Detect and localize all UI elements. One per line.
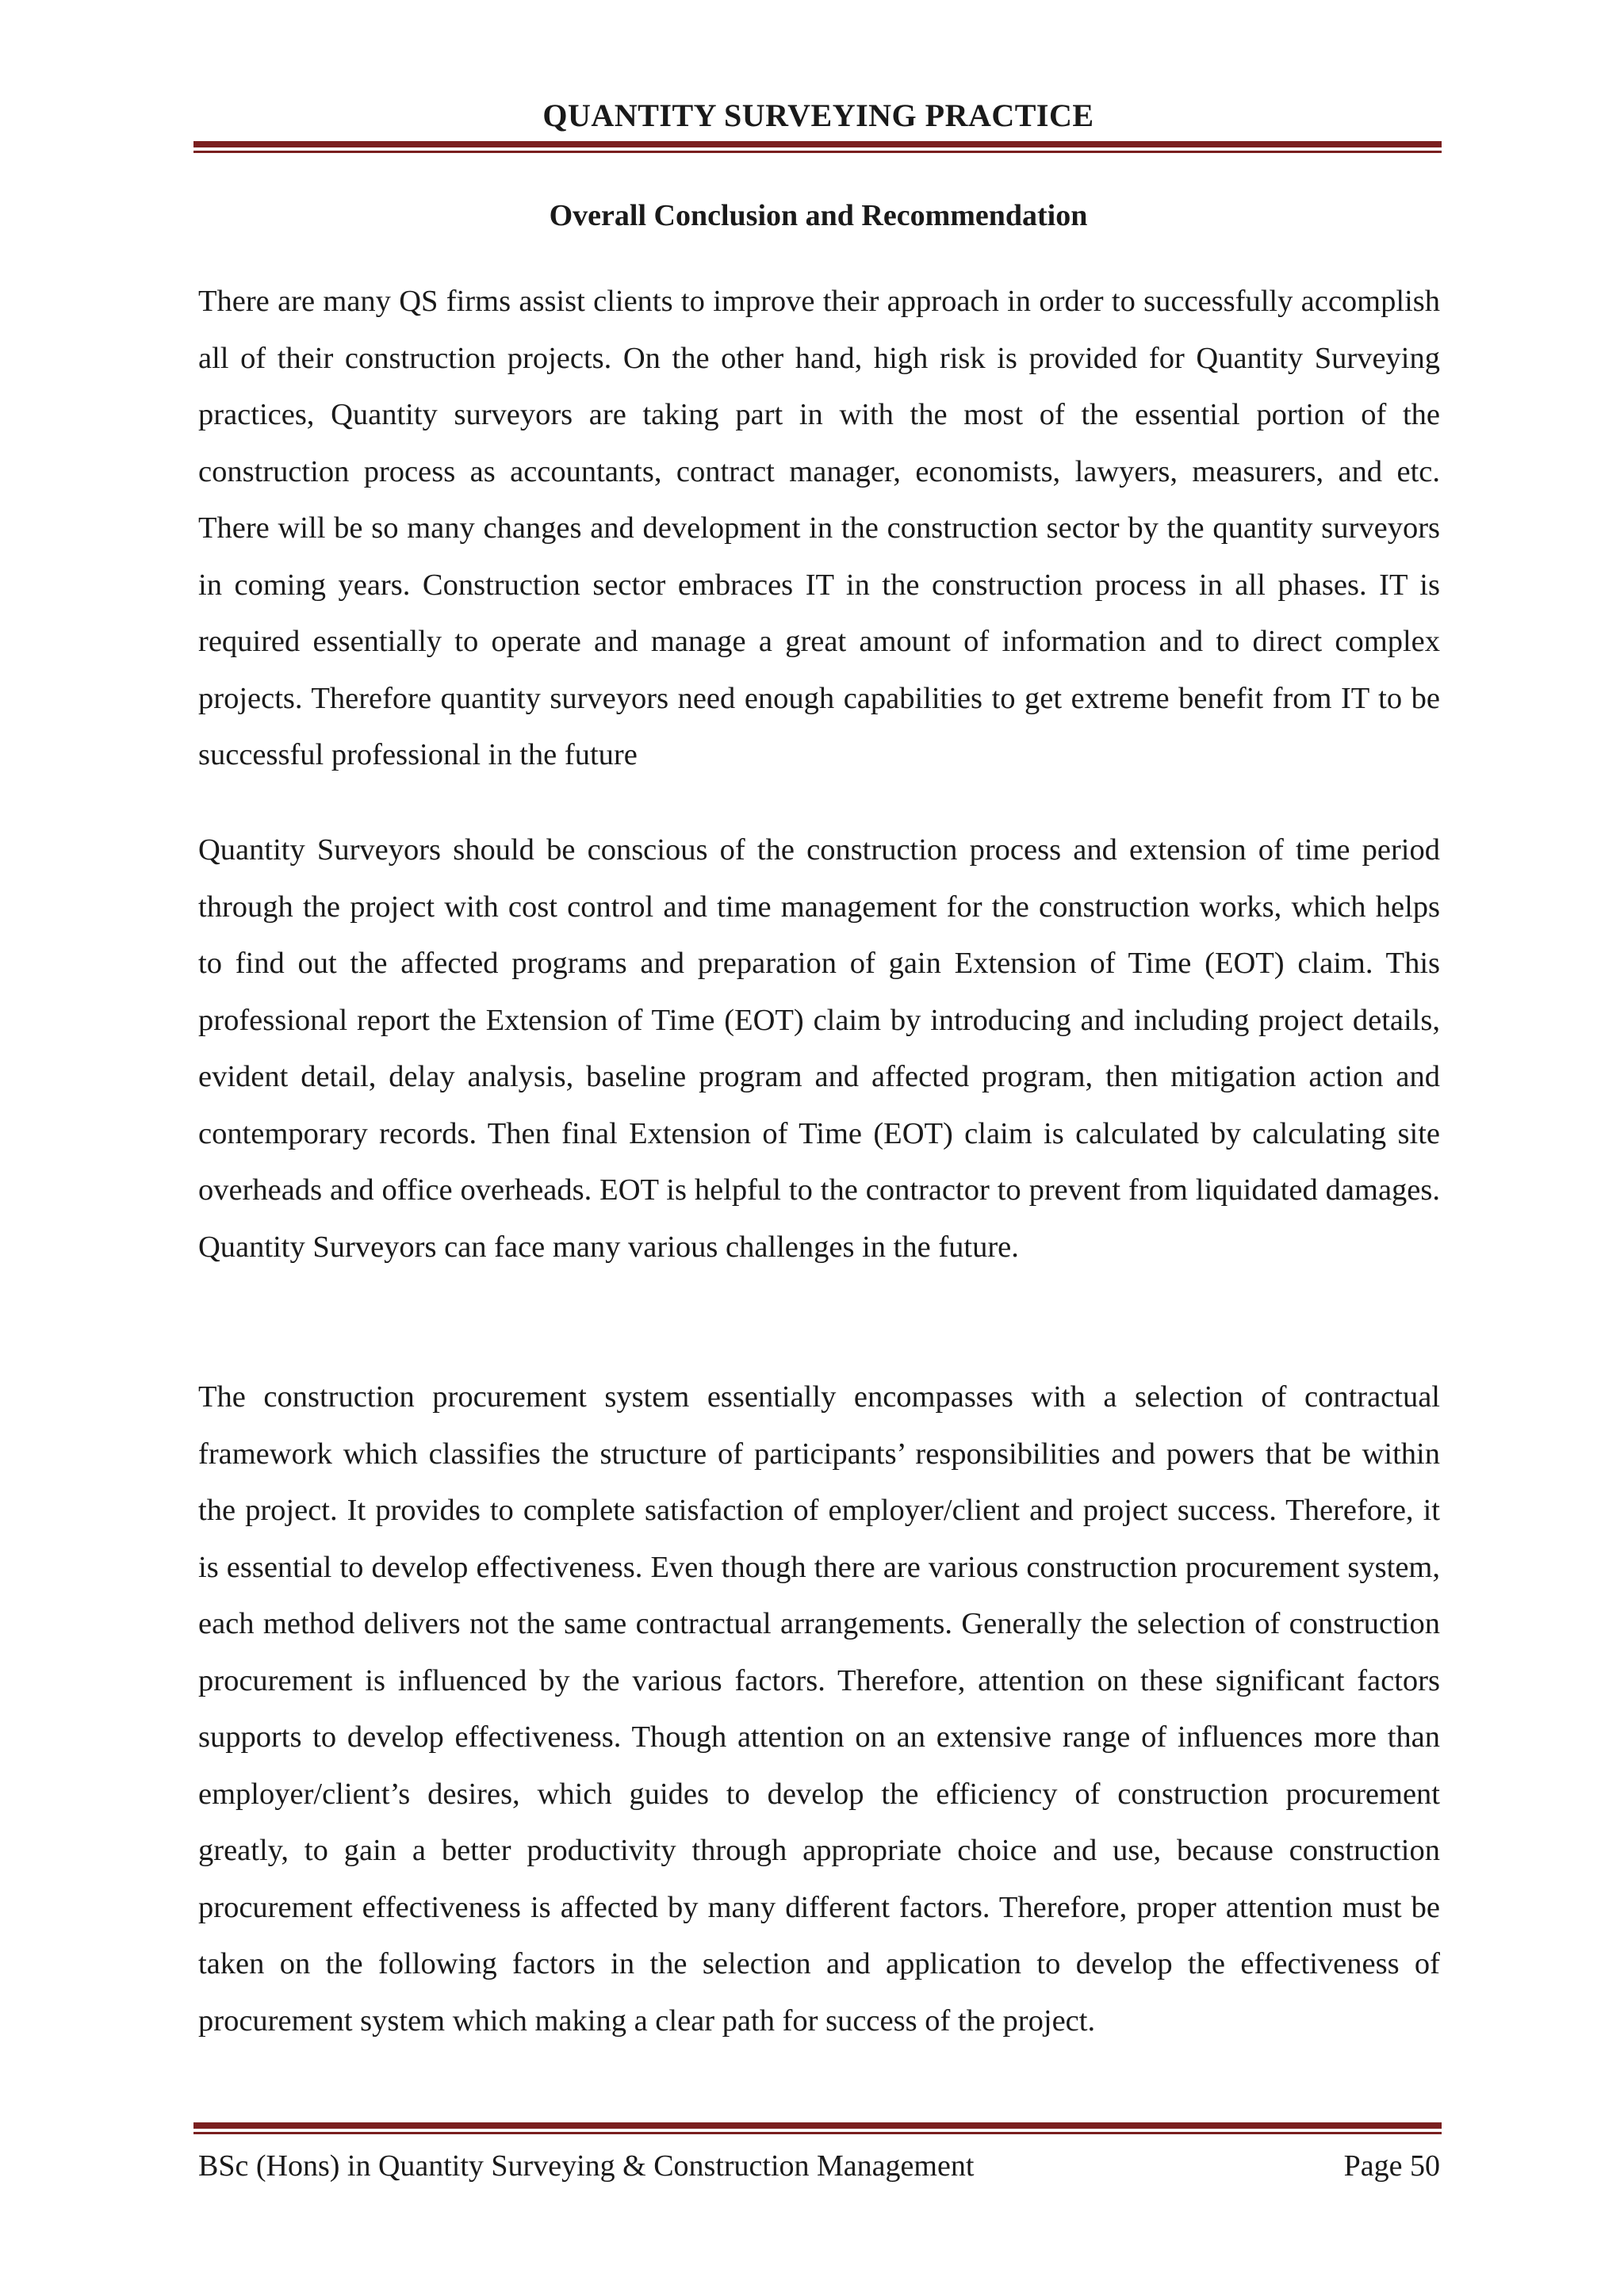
body-paragraph-3: The construction procurement system essentially encompasses with a selection of contractual framework which classifies the structure of participants’ responsibilities and powers that be within the project. It provides to complete satisfaction of employer/client and project success. Therefore, it is essential to develop effectiveness. Even though there are various construction procurement system, each method delivers not the same contractual arrangements. Generally the selection of construction procurement is influenced by the various factors. Therefore, attention on these significant factors supports to develop effectiveness. Though attention on an extensive range of influences more than employer/client’s desires, which guides to develop the efficiency of construction procurement greatly, to gain a better productivity through appropriate choice and use, because construction procurement effectiveness is affected by many different factors. Therefore, proper attention must be taken on the following factors in the selection and application to develop the effectiveness of procurement system which making a clear path for success of the project. (198, 1380, 1440, 2038)
section-heading: Overall Conclusion and Recommendation (549, 199, 1088, 232)
body-paragraph-2: Quantity Surveyors should be conscious of the construction process and extension of time period through the project with cost control and time management for the construction works, which helps to find out the affected programs and preparation of gain Extension of Time (EOT) claim. This professional report the Extension of Time (EOT) claim by introducing and including project details, evident detail, delay analysis, baseline program and affected program, then mitigation action and contemporary records. Then final Extension of Time (EOT) claim is calculated by calculating site overheads and office overheads. EOT is helpful to the contractor to prevent from liquidated damages. Quantity Surveyors can face many various challenges in the future. (198, 833, 1440, 1264)
footer-course-name: BSc (Hons) in Quantity Surveying & Construction Management (198, 2149, 975, 2183)
running-header-title: QUANTITY SURVEYING PRACTICE (542, 98, 1094, 133)
footer-rule (193, 2122, 1442, 2129)
page-footer (198, 2149, 1440, 2183)
footer-page-number: Page 50 (1343, 2149, 1440, 2183)
footer-rule-thin (193, 2132, 1442, 2134)
header-rule-thin (193, 151, 1442, 153)
header-rule (193, 141, 1442, 147)
body-paragraph-1: There are many QS firms assist clients to improve their approach in order to successfully accomplish all of their construction projects. On the other hand, high risk is provided for Quantity Surveying practices, Quantity surveyors are taking part in with the most of the essential portion of the construction process as accountants, contract manager, economists, lawyers, measurers, and etc. There will be so many changes and development in the construction sector by the quantity surveyors in coming years. Construction sector embraces IT in the construction process in all phases. IT is required essentially to operate and manage a great amount of information and to direct complex projects. Therefore quantity surveyors need enough capabilities to get extreme benefit from IT to be successful professional in the future (198, 285, 1440, 771)
